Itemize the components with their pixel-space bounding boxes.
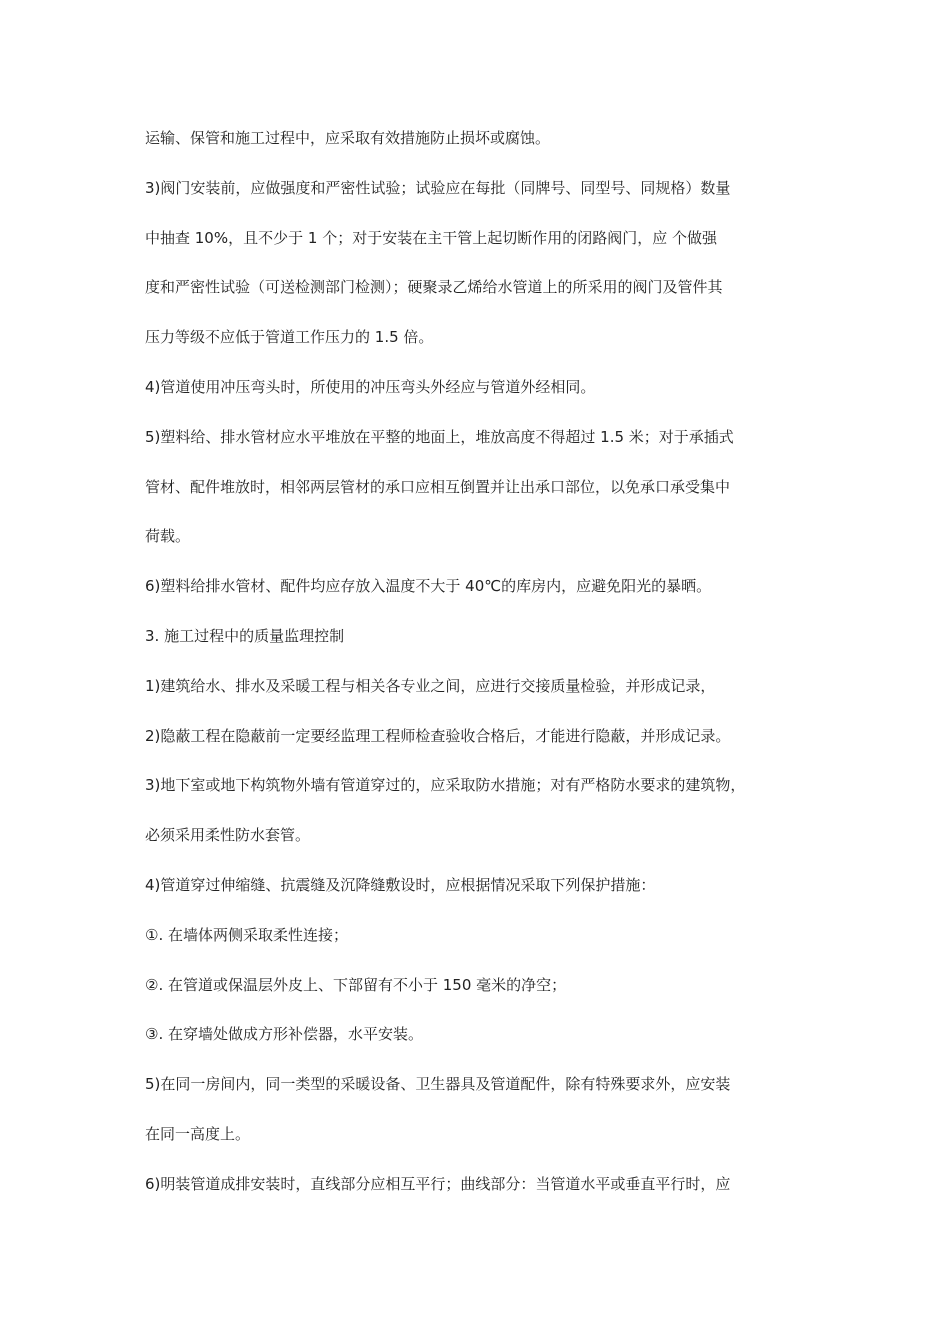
list-item: ③. 在穿墙处做成方形补偿器，水平安装。 [145, 1025, 423, 1044]
text-line: 管材、配件堆放时，相邻两层管材的承口应相互倒置并让出承口部位，以免承口承受集中 [145, 477, 731, 496]
text-line: 4)管道使用冲压弯头时，所使用的冲压弯头外经应与管道外经相同。 [145, 377, 596, 396]
text-line: 2)隐蔽工程在隐蔽前一定要经监理工程师检查验收合格后，才能进行隐蔽，并形成记录。 [145, 726, 731, 745]
list-item: ①. 在墙体两侧采取柔性连接； [145, 925, 348, 944]
text-line: 度和严密性试验（可送检测部门检测）；硬聚录乙烯给水管道上的所采用的阀门及管件其 [145, 278, 723, 297]
text-line: 6)塑料给排水管材、配件均应存放入温度不大于 40℃的库房内，应避免阳光的暴晒。 [145, 577, 712, 596]
text-line: 3)地下室或地下构筑物外墙有管道穿过的，应采取防水措施；对有严格防水要求的建筑物， [145, 776, 746, 795]
text-line: 必须采用柔性防水套管。 [145, 826, 311, 845]
text-line: 在同一高度上。 [145, 1124, 251, 1143]
list-item: ②. 在管道或保温层外皮上、下部留有不小于 150 毫米的净空； [145, 975, 567, 994]
text-line: 3)阀门安装前，应做强度和严密性试验；试验应在每批（同牌号、同型号、同规格）数量 [145, 178, 731, 197]
text-line: 5)在同一房间内，同一类型的采暖设备、卫生器具及管道配件，除有特殊要求外，应安装 [145, 1075, 731, 1094]
document-body [145, 123, 810, 1219]
text-line: 1)建筑给水、排水及采暖工程与相关各专业之间，应进行交接质量检验，并形成记录， [145, 676, 716, 695]
section-heading: 3. 施工过程中的质量监理控制 [145, 626, 345, 645]
text-line: 中抽查 10%，且不少于 1 个；对于安装在主干管上起切断作用的闭路阀门，应 个做强 [145, 228, 717, 247]
text-line: 荷载。 [145, 527, 191, 546]
text-line: 6)明装管道成排安装时，直线部分应相互平行；曲线部分：当管道水平或垂直平行时，应 [145, 1174, 731, 1193]
text-line: 压力等级不应低于管道工作压力的 1.5 倍。 [145, 328, 434, 347]
text-line: 运输、保管和施工过程中，应采取有效措施防止损坏或腐蚀。 [145, 129, 551, 147]
text-line: 5)塑料给、排水管材应水平堆放在平整的地面上，堆放高度不得超过 1.5 米；对于承插式 [145, 427, 734, 446]
text-line: 4)管道穿过伸缩缝、抗震缝及沉降缝敷设时，应根据情况采取下列保护措施： [145, 875, 656, 894]
